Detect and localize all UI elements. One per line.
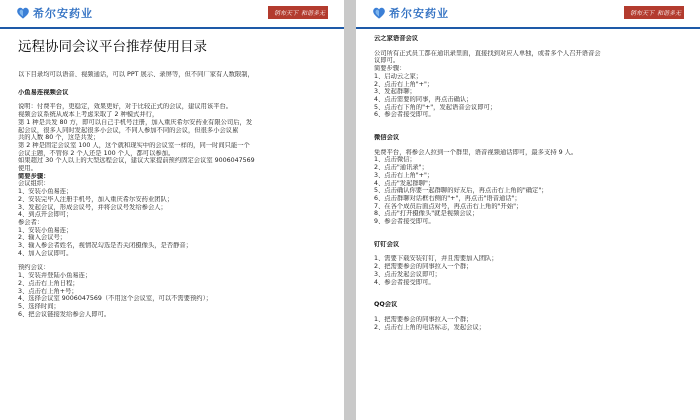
slogan-part-1: 销布天下 — [273, 10, 298, 17]
spacer — [374, 119, 686, 131]
text-line: 共的人数 80 个，这是共发； — [18, 134, 100, 142]
spacer — [374, 309, 686, 316]
text-line: 1、需要下载安装钉钉，并且需要加入团队； — [374, 255, 498, 263]
text-line: 起会议，很多人同时发起很多小会议，不同人参加不同的会议，但很多小会议累 — [18, 126, 239, 134]
text-line: 6、参会者接受即可。 — [374, 111, 435, 119]
company-logo — [16, 4, 93, 22]
text-line: 7、在各个成员后面点对号，再点击右上角的"开始"； — [374, 202, 523, 210]
slogan-part-1: 销布天下 — [629, 10, 654, 17]
text-line: 公司所有正式员工都在通讯录里面，直接找到对应人单独，或者多个人召开语音会 — [374, 49, 601, 57]
text-line: 3、发起会议，形成会议号，并将会议号发给参会人； — [18, 203, 167, 211]
text-line: 6、把会议链接发给参会人即可。 — [18, 310, 111, 318]
text-line: 4、到点开会即可； — [18, 211, 73, 219]
spacer — [18, 257, 330, 264]
text-line: 简要步骤： — [18, 172, 50, 180]
text-line: 第 1 种是共发 80 方，即可以自己手机号注册，加入重庆希尔安药业有限公司后，发 — [18, 118, 253, 126]
text-line: 以下目录均可以语音、视频通话，可以 PPT 展示、录屏等，但不同厂家有人数限制， — [18, 71, 254, 78]
spacer — [374, 248, 686, 255]
right-page-content — [374, 32, 686, 331]
text-line: 5、点击右下角的"+"，发起语音会议即可； — [374, 103, 497, 111]
text-line: 1、把需要参会的同事拉入一个群； — [374, 315, 473, 323]
text-line: 参会者： — [18, 218, 44, 226]
spacer — [18, 96, 330, 103]
text-line: 3、点击右上角"+"； — [374, 171, 434, 179]
text-line: 简要步骤： — [374, 65, 406, 73]
logo-text: 希尔安药业 — [33, 7, 93, 20]
text-line: 使用。 — [18, 165, 37, 173]
text-line: 2、输入会议号； — [18, 234, 67, 242]
slogan-part-2: 和谐多无 — [300, 10, 325, 17]
section-heading: 小鱼易连视频会议 — [18, 88, 69, 96]
header-slogan — [624, 6, 684, 19]
document-title: 远程协同会议平台推荐使用目录 — [18, 39, 207, 55]
text-line: 4、点击"发起群聊"； — [374, 179, 435, 187]
text-line: 4、点击需要的同事，再点击确认； — [374, 95, 473, 103]
heart-logo-icon — [16, 6, 30, 20]
text-line: 第 2 种是固定会议室 100 人，这个就和现实中的会议室一样的，同一时间只能一个 — [18, 141, 250, 149]
section-heading: 微信会议 — [374, 134, 400, 142]
text-line: 4、参会者接受即可。 — [374, 278, 435, 286]
text-line: 8、点击"打开摄像头"就是视频会议； — [374, 210, 479, 218]
text-line: 5、选择时间； — [18, 302, 60, 310]
spacer — [374, 286, 686, 298]
text-line: 6、点击群聊对话框右侧的"+"，再点击"语音通话"； — [374, 194, 521, 202]
spacer — [18, 79, 330, 86]
text-line: 4、选择会议室 9006047569（不用这个会议室，可以不需要预约）； — [18, 295, 213, 303]
text-line: 2、把需要参会的同事拉入一个群； — [374, 263, 473, 271]
text-line: 3、输入参会者姓名，视情况勾选是否关闭摄像头，是否静音； — [18, 242, 193, 250]
text-line: 1、安装小鱼易连； — [18, 226, 73, 234]
left-page-content — [18, 30, 330, 318]
section-heading: QQ会议 — [374, 301, 398, 309]
logo-text: 希尔安药业 — [389, 7, 449, 20]
text-line: 9、参会者接受即可。 — [374, 218, 435, 226]
text-line: 2、安装完毕人注册手机号，加入重庆希尔安药业团队； — [18, 195, 174, 203]
spacer — [374, 43, 686, 50]
text-line: 如果超过 30 个人以上的大型远程会议，建议大家提前预约固定会议室 9006047569 — [18, 157, 255, 165]
text-line: 免费平台，将参会人拉到一个群里，语音视频通话即可，最多支持 9 人。 — [374, 148, 578, 156]
text-line: 2、点击右上角的电话标志，发起会议； — [374, 323, 486, 331]
text-line: 1、启动云之家； — [374, 72, 423, 80]
text-line: 3、点击右上角+号； — [18, 287, 78, 295]
text-line: 4、加入会议即可。 — [18, 249, 73, 257]
text-line: 说明：付费平台，更稳定，效果更好，对于比较正式的会议，建议用该平台。 — [18, 103, 233, 111]
document-page-left — [0, 0, 344, 420]
text-line: 2、点击"通讯录"； — [374, 164, 428, 172]
text-line: 2、点击右上角"+"； — [374, 80, 434, 88]
page-header — [356, 0, 700, 29]
text-line: 预约会议： — [18, 264, 50, 272]
header-slogan — [268, 6, 328, 19]
text-line: 2、点击右上角日程； — [18, 279, 79, 287]
slogan-part-2: 和谐多无 — [656, 10, 681, 17]
section-heading: 钉钉会议 — [374, 240, 400, 248]
heart-logo-icon — [372, 6, 386, 20]
spacer — [374, 226, 686, 238]
text-line: 会议组织： — [18, 180, 50, 188]
text-line: 议即可。 — [374, 57, 400, 65]
text-line: 3、发起群聊； — [374, 88, 416, 96]
text-line: 3、点击发起会议即可； — [374, 270, 441, 278]
section-heading: 云之家语音会议 — [374, 35, 419, 42]
text-line: 会议主题，不管你 2 个人还是 100 个人，都可以参加。 — [18, 149, 175, 157]
text-line: 视频会议系统从成本上考虑采取了 2 种模式并行， — [18, 111, 159, 119]
company-logo — [372, 4, 449, 22]
spacer — [374, 142, 686, 149]
text-line: 1、安装并登陆小鱼易连； — [18, 272, 92, 280]
text-line: 5、点击确认你要一起群聊的好友后，再点击右上角的"确定"； — [374, 187, 548, 195]
text-line: 1、安装小鱼易连； — [18, 188, 73, 196]
page-header — [0, 0, 344, 29]
document-page-right — [356, 0, 700, 420]
text-line: 1、点击微信； — [374, 156, 416, 164]
